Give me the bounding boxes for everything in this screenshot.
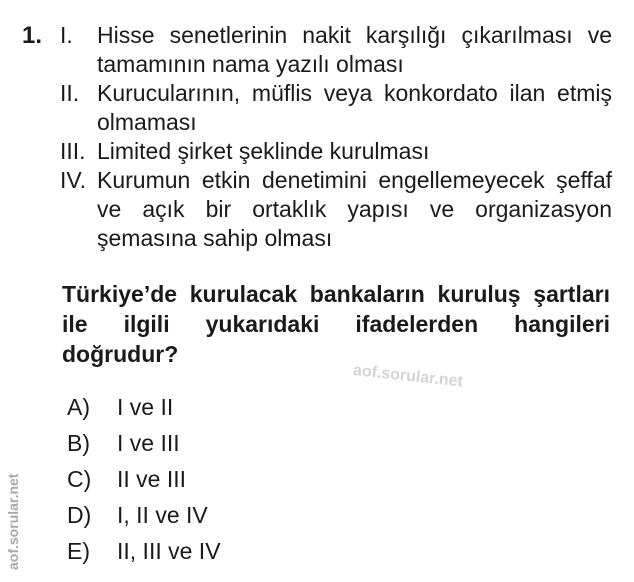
statement-item	[60, 21, 612, 79]
option-letter: E)	[67, 538, 90, 564]
option-text: I ve III	[117, 430, 180, 456]
option-letter: D)	[67, 502, 92, 528]
statement-numeral: IV.	[60, 167, 87, 193]
statement-item	[60, 79, 612, 137]
option-letter: A)	[67, 394, 90, 420]
statement-text: Kurumun etkin denetimini engellemeyecek şeffaf ve açık bir ortaklık yapısı ve organizasyon şemasına sahip olması	[97, 167, 612, 251]
watermark-side: aof.sorular.net	[5, 473, 21, 570]
option-text: I ve II	[117, 394, 174, 420]
option-a[interactable]	[67, 389, 221, 425]
option-letter: B)	[67, 430, 90, 456]
watermark-center: aof.sorular.net	[352, 362, 464, 391]
question-prompt: Türkiye’de kurulacak bankaların kuruluş şartları ile ilgili yukarıdaki ifadelerden hangileri doğrudur?	[62, 281, 610, 367]
option-text: II, III ve IV	[117, 538, 221, 564]
option-text: II ve III	[117, 466, 187, 492]
statement-numeral: II.	[60, 80, 80, 106]
option-d[interactable]	[67, 497, 221, 533]
option-b[interactable]	[67, 425, 221, 461]
option-letter: C)	[67, 466, 92, 492]
statement-numeral: I.	[60, 22, 73, 48]
option-c[interactable]	[67, 461, 221, 497]
statement-text: Kurucularının, müflis veya konkordato ilan etmiş olmaması	[97, 80, 612, 135]
statement-item	[60, 166, 612, 253]
statement-item	[60, 137, 612, 166]
statement-list	[60, 21, 612, 253]
option-e[interactable]	[67, 533, 221, 569]
statement-numeral: III.	[60, 138, 86, 164]
question-number: 1.	[22, 22, 43, 49]
statement-text: Hisse senetlerinin nakit karşılığı çıkarılması ve tamamının nama yazılı olması	[97, 22, 612, 77]
option-text: I, II ve IV	[117, 502, 208, 528]
answer-options	[67, 389, 221, 569]
statement-text: Limited şirket şeklinde kurulması	[97, 138, 430, 164]
